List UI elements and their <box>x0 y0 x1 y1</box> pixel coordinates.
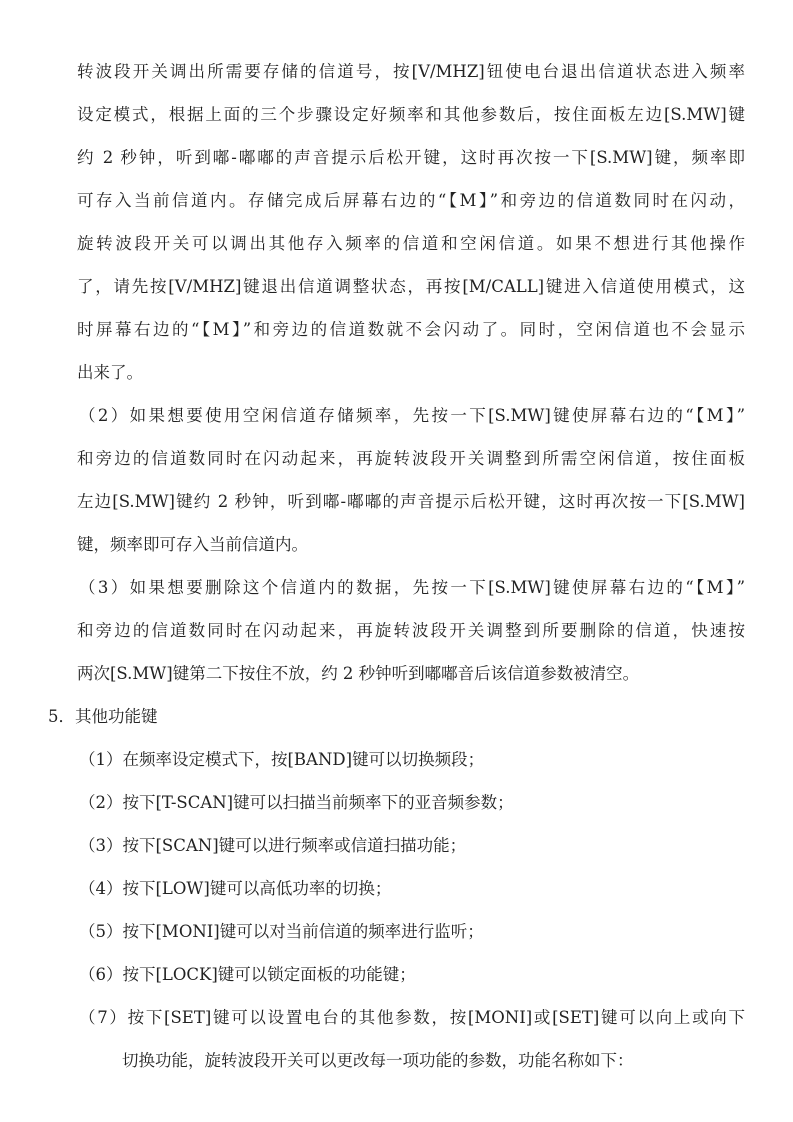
paragraph-line: 可存入当前信道内。存储完成后屏幕右边的“【M】”和旁边的信道数同时在闪动， <box>77 191 745 210</box>
paragraph-line: 了，请先按[V/MHZ]键退出信道调整状态，再按[M/CALL]键进入信道使用模式，这 <box>77 277 745 296</box>
list-item-3: （3）如果想要删除这个信道内的数据，先按一下[S.MW]键使屏幕右边的“【M】” <box>79 578 745 597</box>
paragraph-line: 约 2 秒钟，听到嘟-嘟嘟的声音提示后松开键，这时再次按一下[S.MW]键，频率即 <box>77 148 745 167</box>
function-key-item: （7）按下[SET]键可以设置电台的其他参数，按[MONI]或[SET]键可以向上或向下 <box>79 1008 745 1027</box>
paragraph-line: 出来了。 <box>77 363 143 382</box>
function-key-item: （6）按下[LOCK]键可以锁定面板的功能键； <box>79 965 416 984</box>
paragraph-line: 转波段开关调出所需要存储的信道号，按[V/MHZ]钮使电台退出信道状态进入频率 <box>77 62 745 81</box>
function-key-item: （4）按下[LOW]键可以高低功率的切换； <box>79 879 392 898</box>
paragraph-line: 时屏幕右边的“【M】”和旁边的信道数就不会闪动了。同时，空闲信道也不会显示 <box>77 320 745 339</box>
paragraph-line: 键，频率即可存入当前信道内。 <box>77 535 308 554</box>
function-key-item: （2）按下[T-SCAN]键可以扫描当前频率下的亚音频参数； <box>79 793 514 812</box>
function-key-item: （1）在频率设定模式下，按[BAND]键可以切换频段； <box>79 750 485 769</box>
function-key-item: （3）按下[SCAN]键可以进行频率或信道扫描功能； <box>79 836 467 855</box>
function-key-item: （5）按下[MONI]键可以对当前信道的频率进行监听； <box>79 922 484 941</box>
paragraph-line: 左边[S.MW]键约 2 秒钟，听到嘟-嘟嘟的声音提示后松开键，这时再次按一下[S.MW] <box>77 492 745 511</box>
paragraph-line: 设定模式，根据上面的三个步骤设定好频率和其他参数后，按住面板左边[S.MW]键 <box>77 105 745 124</box>
list-item-2: （2）如果想要使用空闲信道存储频率，先按一下[S.MW]键使屏幕右边的“【M】” <box>79 406 745 425</box>
paragraph-line: 切换功能，旋转波段开关可以更改每一项功能的参数，功能名称如下： <box>122 1051 634 1070</box>
paragraph-line: 和旁边的信道数同时在闪动起来，再旋转波段开关调整到所要删除的信道，快速按 <box>77 621 745 640</box>
section-heading: 5．其他功能键 <box>48 707 158 726</box>
paragraph-line: 和旁边的信道数同时在闪动起来，再旋转波段开关调整到所需空闲信道，按住面板 <box>77 449 745 468</box>
paragraph-line: 旋转波段开关可以调出其他存入频率的信道和空闲信道。如果不想进行其他操作 <box>77 234 745 253</box>
paragraph-line: 两次[S.MW]键第二下按住不放，约 2 秒钟听到嘟嘟音后该信道参数被清空。 <box>77 664 640 683</box>
